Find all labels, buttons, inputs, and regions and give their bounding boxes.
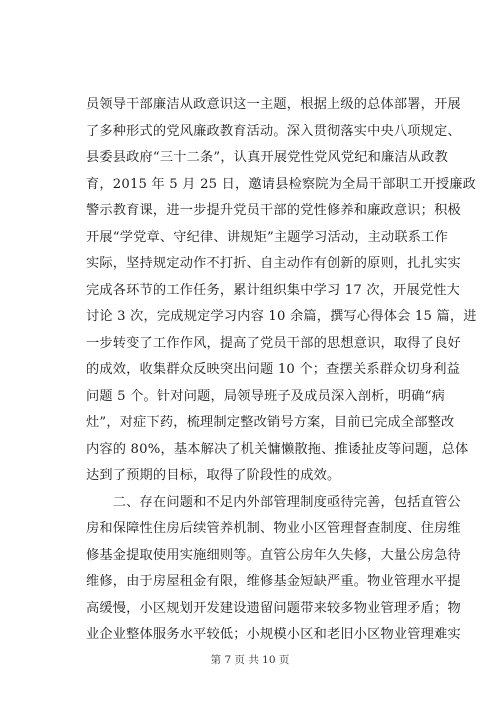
text-line: 问题 5 个。针对问题，局领导班子及成员深入剖析，明确“病 xyxy=(86,388,446,404)
text-line: 一步转变了工作作风，提高了党员干部的思想意识，取得了良好 xyxy=(86,335,461,351)
body-text xyxy=(86,92,477,649)
text-line: 员领导干部廉洁从政意识这一主题，根据上级的总体部署，开展 xyxy=(86,97,461,112)
text-line: 内容的 80%，基本解决了机关慵懒散拖、推诿扯皮等问题，总体 xyxy=(86,441,469,457)
text-line: 修基金提取使用实施细则等。直管公房年久失修，大量公房急待 xyxy=(86,547,461,563)
text-line: 育，2015 年 5 月 25 日，邀请县检察院为全局干部职工开授廉政 xyxy=(86,176,477,192)
text-line: 达到了预期的目标，取得了阶段性的成效。 xyxy=(86,468,341,483)
text-line: 业企业整体服务水平较低；小规模小区和老旧小区物业管理难实 xyxy=(86,627,461,642)
text-line: 开展“学党章、守纪律、讲规矩”主题学习活动，主动联系工作 xyxy=(86,229,448,245)
text-line: 实际，坚持规定动作不打折、自主动作有创新的原则，扎扎实实 xyxy=(86,256,461,271)
text-line: 房和保障性住房后续管养机制、物业小区管理督查制度、住房维 xyxy=(86,521,461,536)
text-line: 完成各环节的工作任务，累计组织集中学习 17 次，开展党性大 xyxy=(86,282,461,298)
text-line: 了多种形式的党风廉政教育活动。深入贯彻落实中央八项规定、 xyxy=(86,123,461,139)
text-line: 二、存在问题和不足内外部管理制度亟待完善，包括直管公 xyxy=(86,494,461,510)
text-line: 县委县政府“三十二条”，认真开展党性党风党纪和廉洁从政教 xyxy=(86,150,448,165)
text-line: 灶”，对症下药，梳理制定整改销号方案，目前已完成全部整改 xyxy=(86,415,455,430)
page-footer: 第 7 页 共 10 页 xyxy=(210,654,290,666)
text-line: 讨论 3 次，完成规定学习内容 10 余篇，撰写心得体会 15 篇，进 xyxy=(86,309,477,324)
text-line: 的成效，收集群众反映突出问题 10 个；查摆关系群众切身利益 xyxy=(86,362,461,377)
text-line: 警示教育课，进一步提升党员干部的党性修养和廉政意识；积极 xyxy=(86,203,461,218)
text-line: 高缓慢，小区规划开发建设遗留问题带来较多物业管理矛盾；物 xyxy=(86,600,461,616)
text-line: 维修，由于房屋租金有限，维修基金短缺严重。物业管理水平提 xyxy=(86,574,461,589)
